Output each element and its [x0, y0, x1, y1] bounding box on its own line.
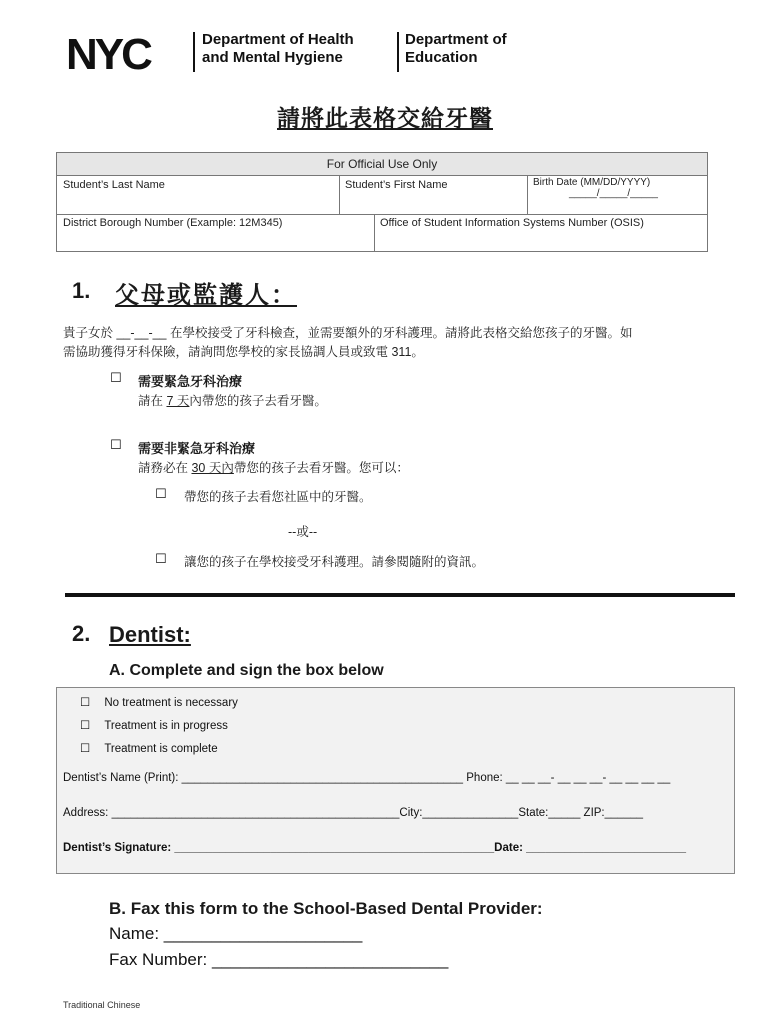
- section-1-number: 1.: [72, 278, 91, 303]
- no-treatment-option[interactable]: ☐ No treatment is necessary: [80, 697, 238, 709]
- option-1-text: 帶您的孩子去看您社區中的牙醫。: [184, 490, 372, 504]
- nonurgent-instruction: 請務必在 30 天內帶您的孩子去看牙醫。您可以：: [138, 461, 409, 475]
- option-2-text: 讓您的孩子在學校接受牙科護理。請參閱隨附的資訊。: [184, 555, 485, 569]
- urgent-checkbox[interactable]: ☐: [110, 370, 122, 385]
- subsection-a-heading: A. Complete and sign the box below: [109, 662, 384, 679]
- fax-number-field[interactable]: Fax Number: _________________________: [109, 950, 449, 969]
- nonurgent-label: 需要非緊急牙科治療: [138, 441, 256, 456]
- header-divider: [193, 32, 195, 72]
- official-use-box: [56, 152, 708, 252]
- section-1-title: 父母或監護人：: [115, 282, 297, 309]
- dept-health-name: Department of Health and Mental Hygiene: [202, 31, 354, 66]
- signature-row[interactable]: Dentist’s Signature: __________________________________________________Date: _________________________: [63, 842, 687, 854]
- dentist-box: [56, 687, 735, 874]
- subsection-b-heading: B. Fax this form to the School-Based Dental Provider:: [109, 899, 543, 918]
- official-use-heading: For Official Use Only: [57, 153, 707, 175]
- address-row[interactable]: Address: _____________________________________________City:_______________State:_____ ZIP:______: [63, 807, 644, 819]
- dentist-name-phone-row[interactable]: Dentist’s Name (Print): ____________________________________________ Phone: __ __ __- __ __ __- __ __ __ __: [63, 772, 671, 784]
- nyc-logo-text: NYC: [66, 31, 150, 73]
- section-2-title: Dentist:: [109, 622, 191, 647]
- option-1-checkbox[interactable]: ☐: [155, 486, 167, 501]
- birth-date-field[interactable]: Birth Date (MM/DD/YYYY) _____/_____/_____: [533, 177, 658, 199]
- section-1-paragraph: 貴子女於 __-__-__ 在學校接受了牙科檢查，並需要額外的牙科護理。請將此表格交給您孩子的牙醫。如 需協助獲得牙科保險，請詢問您學校的家長協調人員或致電 311。: [63, 326, 633, 359]
- last-name-field[interactable]: Student’s Last Name: [63, 179, 165, 191]
- urgent-label: 需要緊急牙科治療: [138, 374, 243, 389]
- section-divider: [65, 593, 735, 597]
- section-2-number: 2.: [72, 621, 91, 646]
- first-name-field[interactable]: Student’s First Name: [345, 179, 448, 191]
- form-title: 請將此表格交給牙醫: [277, 105, 493, 131]
- treatment-in-progress-option[interactable]: ☐ Treatment is in progress: [80, 720, 228, 732]
- urgent-instruction: 請在 7 天內帶您的孩子去看牙醫。: [138, 394, 327, 408]
- district-number-field[interactable]: District Borough Number (Example: 12M345): [63, 217, 283, 229]
- nyc-logo: [66, 31, 186, 73]
- or-separator: --或--: [288, 525, 318, 539]
- osis-number-field[interactable]: Office of Student Information Systems Number (OSIS): [380, 217, 644, 229]
- language-footer: Traditional Chinese: [63, 1000, 141, 1010]
- dept-education-name: Department of Education: [405, 31, 507, 66]
- option-2-checkbox[interactable]: ☐: [155, 551, 167, 566]
- header-divider: [397, 32, 399, 72]
- treatment-complete-option[interactable]: ☐ Treatment is complete: [80, 743, 218, 755]
- fax-name-field[interactable]: Name: _____________________: [109, 924, 363, 943]
- nonurgent-checkbox[interactable]: ☐: [110, 437, 122, 452]
